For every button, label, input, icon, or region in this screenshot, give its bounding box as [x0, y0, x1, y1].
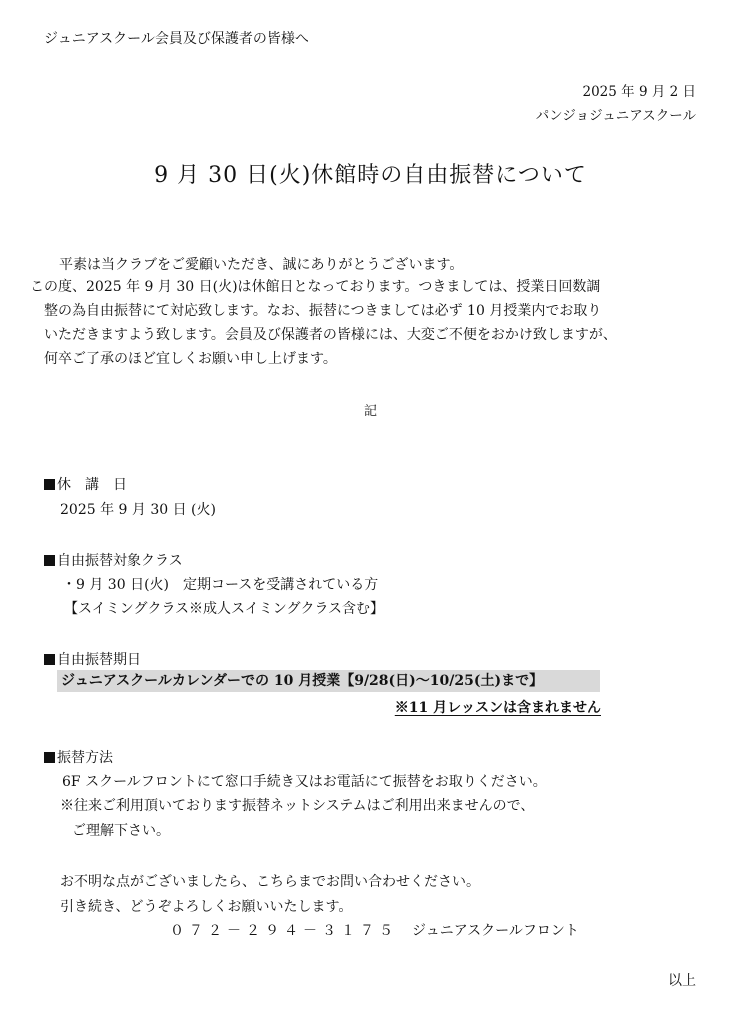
section-heading-text: 休 講 日: [57, 477, 127, 493]
square-bullet-icon: [44, 752, 55, 763]
body-line-2: この度、2025 年 9 月 30 日(火)は休館日となっております。つきましては、授業日回数調: [30, 279, 601, 295]
method-line-3: ご理解下さい。: [72, 823, 170, 839]
contact-line-2: 引き続き、どうぞよろしくお願いいたします。: [60, 899, 353, 915]
front-desk-name: ジュニアスクールフロント: [412, 923, 579, 939]
closing-mark: 以上: [668, 973, 696, 989]
section-target-class-heading: [44, 550, 183, 570]
square-bullet-icon: [44, 479, 55, 490]
body-line-3: 整の為自由振替にて対応致します。なお、振替につきましては必ず 10 月授業内でお取り: [44, 303, 602, 319]
contact-phone-line: [170, 920, 579, 940]
phone-number: ０７２－２９４－３１７５: [170, 923, 398, 939]
document-title: 9 月 30 日(火)休館時の自由振替について: [154, 163, 587, 188]
document-date: 2025 年 9 月 2 日: [582, 84, 696, 100]
section-heading-text: 自由振替対象クラス: [57, 553, 183, 569]
period-note: ※11 月レッスンは含まれません: [394, 700, 601, 716]
section-closed-day-heading: [44, 474, 127, 494]
method-line-1: 6F スクールフロントにて窓口手続き又はお電話にて振替をお取りください。: [62, 774, 547, 790]
addressee: ジュニアスクール会員及び保護者の皆様へ: [44, 31, 309, 47]
method-line-2: ※往来ご利用頂いております振替ネットシステムはご利用出来ませんので、: [60, 798, 535, 814]
closed-day-value: 2025 年 9 月 30 日 (火): [60, 502, 216, 518]
ki-marker: 記: [363, 404, 377, 419]
target-class-line-2: 【スイミングクラス※成人スイミングクラス含む】: [64, 601, 385, 617]
sender-name: パンジョジュニアスクール: [535, 108, 696, 124]
target-class-line-1: ・9 月 30 日(火) 定期コースを受講されている方: [62, 577, 379, 593]
period-highlight: ジュニアスクールカレンダーでの 10 月授業【9/28(日)～10/25(土)まで】: [57, 670, 600, 692]
square-bullet-icon: [44, 654, 55, 665]
body-line-5: 何卒ご了承のほど宜しくお願い申し上げます。: [44, 351, 337, 367]
section-period-heading: [44, 649, 141, 669]
contact-line-1: お不明な点がございましたら、こちらまでお問い合わせください。: [60, 874, 480, 890]
body-line-1: 平素は当クラブをご愛顧いただき、誠にありがとうございます。: [59, 257, 464, 273]
section-heading-text: 振替方法: [57, 750, 113, 766]
section-method-heading: [44, 747, 113, 767]
section-heading-text: 自由振替期日: [57, 652, 141, 668]
body-line-4: いただきますよう致します。会員及び保護者の皆様には、大変ご不便をおかけ致しますが、: [44, 327, 617, 343]
square-bullet-icon: [44, 555, 55, 566]
